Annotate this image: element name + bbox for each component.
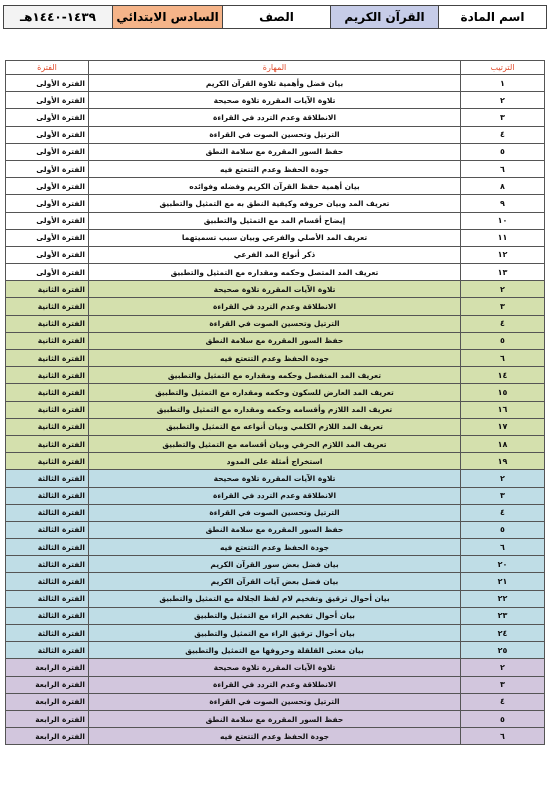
table-row xyxy=(6,384,545,401)
order-cell: ٤ xyxy=(461,693,545,710)
period-cell: الفترة الثالثة xyxy=(6,556,89,573)
table-row xyxy=(6,659,545,676)
table-row xyxy=(6,212,545,229)
grade-label: الصف xyxy=(223,6,331,29)
table-row xyxy=(6,367,545,384)
skill-cell: استخراج أمثلة على المدود xyxy=(89,453,461,470)
period-cell: الفترة الأولى xyxy=(6,229,89,246)
table-row xyxy=(6,315,545,332)
skill-cell: تلاوة الآيات المقررة تلاوة صحيحة xyxy=(89,659,461,676)
order-cell: ٥ xyxy=(461,710,545,727)
order-cell: ٢ xyxy=(461,470,545,487)
skill-cell: جودة الحفظ وعدم التتعتع فيه xyxy=(89,350,461,367)
period-cell: الفترة الثانية xyxy=(6,401,89,418)
order-cell: ٢١ xyxy=(461,573,545,590)
order-cell: ٦ xyxy=(461,160,545,177)
period-cell: الفترة الثانية xyxy=(6,384,89,401)
order-cell: ٣ xyxy=(461,487,545,504)
order-cell: ٢ xyxy=(461,92,545,109)
table-row xyxy=(6,556,545,573)
order-cell: ١٧ xyxy=(461,418,545,435)
table-row xyxy=(6,160,545,177)
period-cell: الفترة الثالثة xyxy=(6,504,89,521)
skill-cell: ذكر أنواع المد الفرعي xyxy=(89,246,461,263)
period-cell: الفترة الرابعة xyxy=(6,693,89,710)
table-row xyxy=(6,350,545,367)
period-cell: الفترة الثالثة xyxy=(6,642,89,659)
order-cell: ٤ xyxy=(461,315,545,332)
table-row xyxy=(6,332,545,349)
table-row xyxy=(6,229,545,246)
order-cell: ٣ xyxy=(461,109,545,126)
period-cell: الفترة الأولى xyxy=(6,143,89,160)
skill-cell: جودة الحفظ وعدم التتعتع فيه xyxy=(89,160,461,177)
table-row xyxy=(6,693,545,710)
period-cell: الفترة الثانية xyxy=(6,418,89,435)
table-row xyxy=(6,728,545,745)
column-header-skill: المهارة xyxy=(89,61,461,75)
period-cell: الفترة الأولى xyxy=(6,212,89,229)
order-cell: ٦ xyxy=(461,350,545,367)
skill-cell: تعريف المد المنفصل وحكمه ومقداره مع التمثيل والتطبيق xyxy=(89,367,461,384)
period-cell: الفترة الثالثة xyxy=(6,521,89,538)
table-row xyxy=(6,92,545,109)
skill-cell: حفظ السور المقررة مع سلامة النطق xyxy=(89,143,461,160)
skill-cell: الترتيل وتحسين الصوت في القراءة xyxy=(89,126,461,143)
order-cell: ٢٤ xyxy=(461,625,545,642)
period-cell: الفترة الثانية xyxy=(6,332,89,349)
order-cell: ١٣ xyxy=(461,264,545,281)
period-cell: الفترة الثالثة xyxy=(6,487,89,504)
skill-cell: إيضاح أقسام المد مع التمثيل والتطبيق xyxy=(89,212,461,229)
order-cell: ٥ xyxy=(461,143,545,160)
grade-value: السادس الابتدائي xyxy=(113,6,223,29)
skill-cell: الانطلاقة وعدم التردد في القراءة xyxy=(89,298,461,315)
skill-cell: تعريف المد اللازم الكلمي وبيان أنواعه مع التمثيل والتطبيق xyxy=(89,418,461,435)
period-cell: الفترة الرابعة xyxy=(6,728,89,745)
order-cell: ٤ xyxy=(461,126,545,143)
period-cell: الفترة الثانية xyxy=(6,367,89,384)
skill-cell: تلاوة الآيات المقررة تلاوة صحيحة xyxy=(89,281,461,298)
period-cell: الفترة الثالثة xyxy=(6,590,89,607)
skill-cell: بيان فضل وأهمية تلاوة القرآن الكريم xyxy=(89,75,461,92)
table-row xyxy=(6,109,545,126)
skill-cell: بيان فضل بعض آيات القرآن الكريم xyxy=(89,573,461,590)
skill-cell: الانطلاقة وعدم التردد في القراءة xyxy=(89,676,461,693)
skill-cell: بيان أهمية حفظ القرآن الكريم وفضله وفوائده xyxy=(89,178,461,195)
period-cell: الفترة الثانية xyxy=(6,453,89,470)
table-row xyxy=(6,264,545,281)
table-row xyxy=(6,676,545,693)
order-cell: ٦ xyxy=(461,728,545,745)
table-row xyxy=(6,607,545,624)
order-cell: ٢ xyxy=(461,281,545,298)
table-row xyxy=(6,435,545,452)
period-cell: الفترة الأولى xyxy=(6,264,89,281)
skill-cell: بيان أحوال ترقيق وتفخيم لام لفظ الجلالة مع التمثيل والتطبيق xyxy=(89,590,461,607)
order-cell: ٢٢ xyxy=(461,590,545,607)
order-cell: ١٩ xyxy=(461,453,545,470)
table-row xyxy=(6,453,545,470)
academic-year: ١٤٣٩-١٤٤٠هـ xyxy=(4,6,113,29)
skill-cell: الترتيل وتحسين الصوت في القراءة xyxy=(89,504,461,521)
order-cell: ٣ xyxy=(461,298,545,315)
order-cell: ١٥ xyxy=(461,384,545,401)
order-cell: ١٨ xyxy=(461,435,545,452)
order-cell: ١٠ xyxy=(461,212,545,229)
skill-cell: بيان أحوال ترقيق الراء مع التمثيل والتطبيق xyxy=(89,625,461,642)
period-cell: الفترة الأولى xyxy=(6,92,89,109)
order-cell: ٩ xyxy=(461,195,545,212)
order-cell: ١١ xyxy=(461,229,545,246)
table-row xyxy=(6,539,545,556)
order-cell: ٥ xyxy=(461,521,545,538)
column-header-order: الترتيب xyxy=(461,61,545,75)
skill-cell: بيان أحوال تفخيم الراء مع التمثيل والتطبيق xyxy=(89,607,461,624)
period-cell: الفترة الثانية xyxy=(6,281,89,298)
table-row xyxy=(6,710,545,727)
period-cell: الفترة الرابعة xyxy=(6,659,89,676)
period-cell: الفترة الثالثة xyxy=(6,573,89,590)
order-cell: ١٦ xyxy=(461,401,545,418)
subject-value: القرآن الكريم xyxy=(331,6,439,29)
period-cell: الفترة الأولى xyxy=(6,109,89,126)
skill-cell: تعريف المد اللازم وأقسامه وحكمه ومقداره مع التمثيل والتطبيق xyxy=(89,401,461,418)
order-cell: ٢٥ xyxy=(461,642,545,659)
table-row xyxy=(6,418,545,435)
table-row xyxy=(6,504,545,521)
skill-cell: تعريف المد اللازم الحرفي وبيان أقسامه مع التمثيل والتطبيق xyxy=(89,435,461,452)
table-row xyxy=(6,470,545,487)
table-row xyxy=(6,126,545,143)
order-cell: ٣ xyxy=(461,676,545,693)
skill-cell: حفظ السور المقررة مع سلامة النطق xyxy=(89,710,461,727)
table-row xyxy=(6,521,545,538)
table-row xyxy=(6,178,545,195)
order-cell: ٢ xyxy=(461,659,545,676)
subject-label: اسم المادة xyxy=(439,6,547,29)
order-cell: ٦ xyxy=(461,539,545,556)
table-header-row xyxy=(6,61,545,75)
skill-cell: الترتيل وتحسين الصوت في القراءة xyxy=(89,693,461,710)
order-cell: ٨ xyxy=(461,178,545,195)
table-row xyxy=(6,642,545,659)
table-row xyxy=(6,195,545,212)
table-row xyxy=(6,281,545,298)
period-cell: الفترة الأولى xyxy=(6,160,89,177)
skill-cell: تلاوة الآيات المقررة تلاوة صحيحة xyxy=(89,470,461,487)
period-cell: الفترة الثانية xyxy=(6,315,89,332)
skills-table xyxy=(5,60,545,745)
table-row xyxy=(6,298,545,315)
order-cell: ٥ xyxy=(461,332,545,349)
order-cell: ١٢ xyxy=(461,246,545,263)
table-row xyxy=(6,625,545,642)
skill-cell: الترتيل وتحسين الصوت في القراءة xyxy=(89,315,461,332)
table-row xyxy=(6,143,545,160)
skill-cell: حفظ السور المقررة مع سلامة النطق xyxy=(89,332,461,349)
period-cell: الفترة الأولى xyxy=(6,246,89,263)
order-cell: ١٤ xyxy=(461,367,545,384)
period-cell: الفترة الثالثة xyxy=(6,470,89,487)
skill-cell: بيان معنى القلقلة وحروفها مع التمثيل والتطبيق xyxy=(89,642,461,659)
period-cell: الفترة الأولى xyxy=(6,178,89,195)
skill-cell: حفظ السور المقررة مع سلامة النطق xyxy=(89,521,461,538)
table-row xyxy=(6,573,545,590)
period-cell: الفترة الثانية xyxy=(6,435,89,452)
period-cell: الفترة الثالثة xyxy=(6,625,89,642)
period-cell: الفترة الثالثة xyxy=(6,607,89,624)
skill-cell: تعريف المد المتصل وحكمه ومقداره مع التمثيل والتطبيق xyxy=(89,264,461,281)
period-cell: الفترة الرابعة xyxy=(6,710,89,727)
skill-cell: الانطلاقة وعدم التردد في القراءة xyxy=(89,109,461,126)
skill-cell: جودة الحفظ وعدم التتعتع فيه xyxy=(89,728,461,745)
period-cell: الفترة الثانية xyxy=(6,298,89,315)
period-cell: الفترة الثالثة xyxy=(6,539,89,556)
skill-cell: تعريف المد وبيان حروفه وكيفية النطق به مع التمثيل والتطبيق xyxy=(89,195,461,212)
period-cell: الفترة الرابعة xyxy=(6,676,89,693)
column-header-period: الفترة xyxy=(6,61,89,75)
order-cell: ١ xyxy=(461,75,545,92)
order-cell: ٢٠ xyxy=(461,556,545,573)
skill-cell: تعريف المد العارض للسكون وحكمه ومقداره مع التمثيل والتطبيق xyxy=(89,384,461,401)
skill-cell: جودة الحفظ وعدم التتعتع فيه xyxy=(89,539,461,556)
table-row xyxy=(6,75,545,92)
period-cell: الفترة الأولى xyxy=(6,75,89,92)
table-row xyxy=(6,590,545,607)
skill-cell: تعريف المد الأصلي والفرعي وبيان سبب تسميتهما xyxy=(89,229,461,246)
period-cell: الفترة الأولى xyxy=(6,126,89,143)
table-row xyxy=(6,246,545,263)
header-table xyxy=(3,5,547,29)
period-cell: الفترة الأولى xyxy=(6,195,89,212)
table-row xyxy=(6,401,545,418)
order-cell: ٤ xyxy=(461,504,545,521)
skill-cell: الانطلاقة وعدم التردد في القراءة xyxy=(89,487,461,504)
skill-cell: بيان فضل بعض سور القرآن الكريم xyxy=(89,556,461,573)
period-cell: الفترة الثانية xyxy=(6,350,89,367)
table-row xyxy=(6,487,545,504)
order-cell: ٢٣ xyxy=(461,607,545,624)
skill-cell: تلاوة الآيات المقررة تلاوة صحيحة xyxy=(89,92,461,109)
